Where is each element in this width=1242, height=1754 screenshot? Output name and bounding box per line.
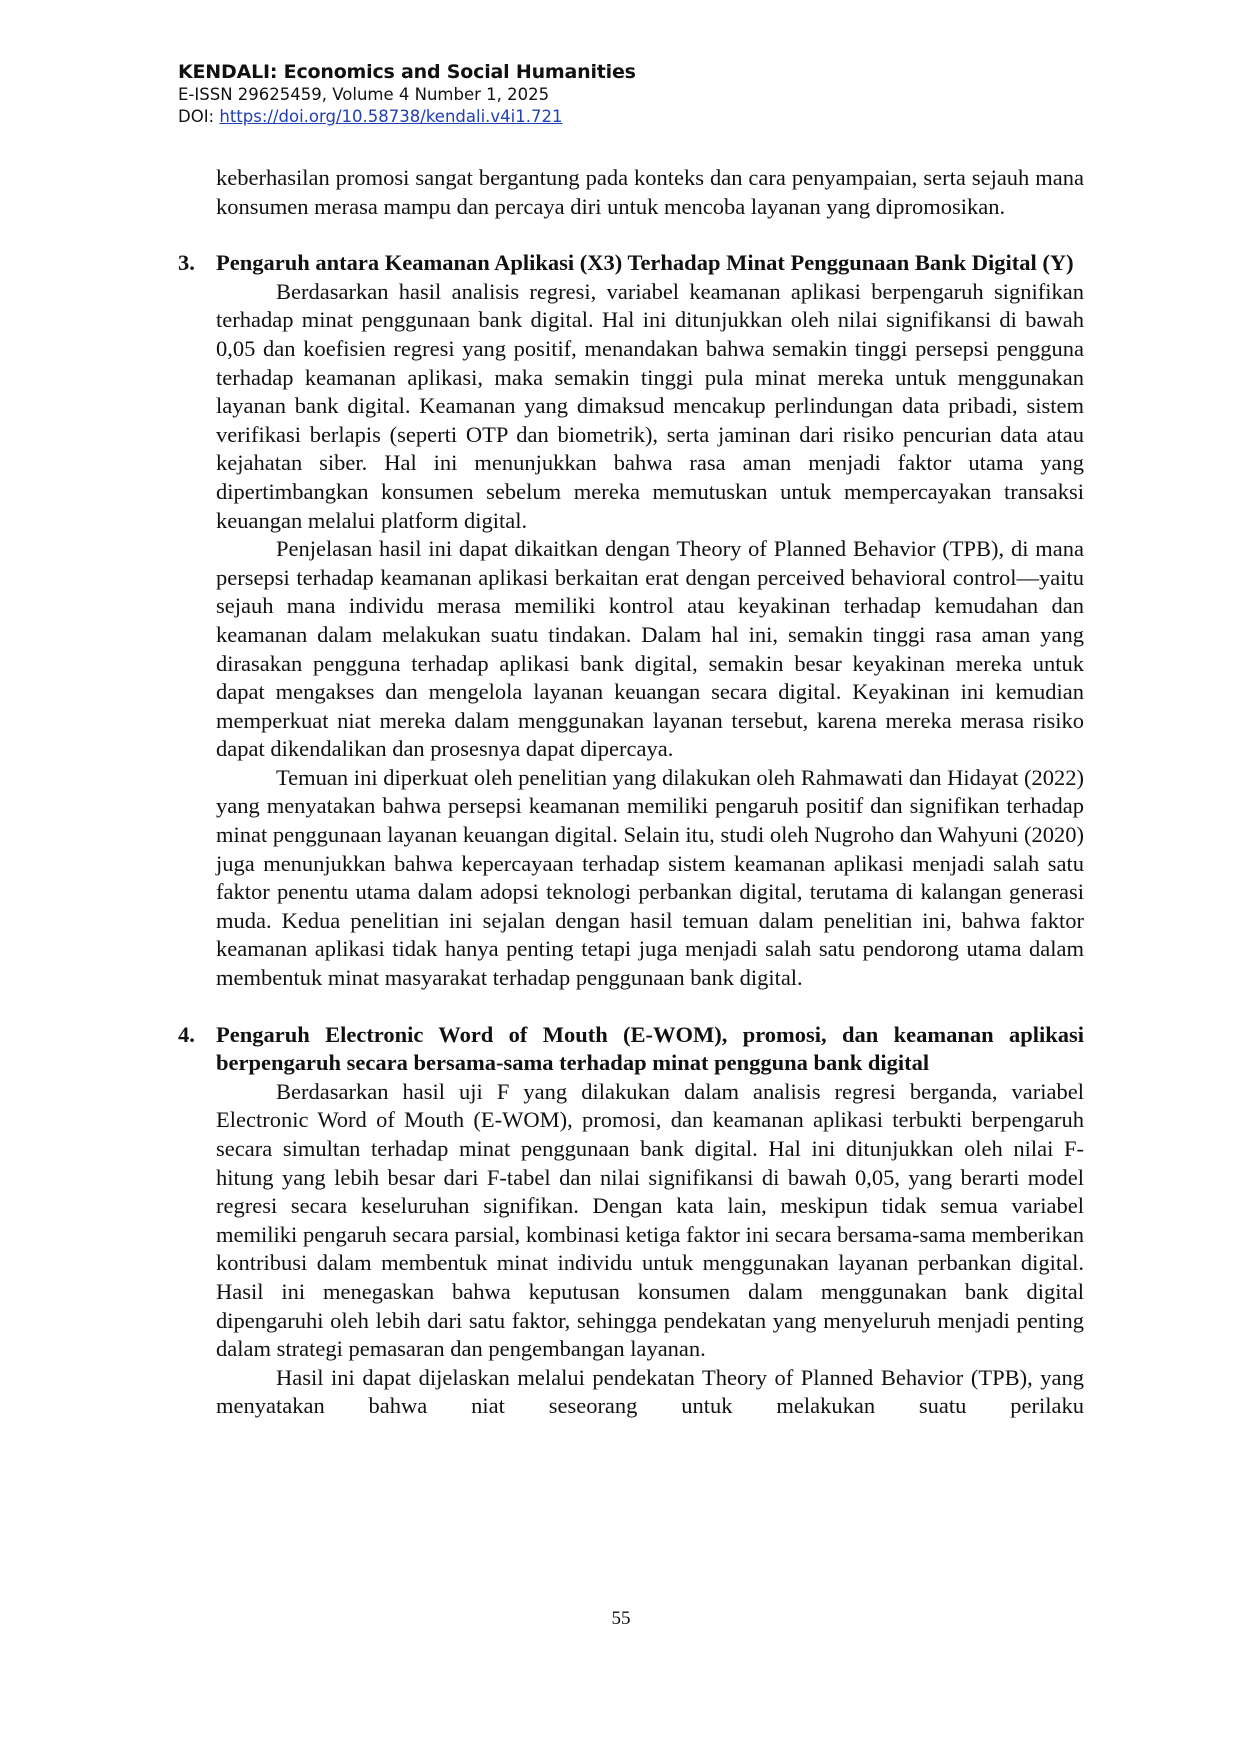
page-number: 55 bbox=[611, 1608, 631, 1629]
journal-title: KENDALI: Economics and Social Humanities bbox=[178, 61, 636, 83]
doi-label: DOI: bbox=[178, 107, 220, 126]
section-4-heading bbox=[178, 1021, 1084, 1078]
section-3-number: 3. bbox=[178, 250, 195, 276]
section-3-heading bbox=[178, 249, 1084, 278]
section-4-number: 4. bbox=[178, 1021, 195, 1047]
section-3-paragraph-1: Berdasarkan hasil analisis regresi, variabel keamanan aplikasi berpengaruh signifikan terhadap minat penggunaan bank digital. Hal ini ditunjukkan oleh nilai signifikansi di bawah 0,05 dan koefisien regresi yang positif, menandakan bahwa semakin tinggi persepsi pengguna terhadap keamanan aplikasi, maka semakin tinggi pula minat mereka untuk menggunakan layanan bank digital. Keamanan yang dimaksud mencakup perlindungan data pribadi, sistem verifikasi berlapis (seperti OTP dan biometrik), serta jaminan dari risiko pencurian data atau kejahatan siber. Hal ini menunjukkan bahwa rasa aman menjadi faktor utama yang dipertimbangkan konsumen sebelum mereka memutuskan untuk mempercayakan transaksi keuangan melalui platform digital. bbox=[216, 278, 1084, 533]
section-4-paragraph-1: Berdasarkan hasil uji F yang dilakukan dalam analisis regresi berganda, variabel Electronic Word of Mouth (E-WOM), promosi, dan keamanan aplikasi terbukti berpengaruh secara simultan terhadap minat penggunaan bank digital. Hal ini ditunjukkan oleh nilai F- hitung yang lebih besar dari F-tabel dan nilai signifikansi di bawah 0,05, yang berarti model regresi secara keseluruhan signifikan. Dengan kata lain, meskipun tidak semua variabel memiliki pengaruh secara parsial, kombinasi ketiga faktor ini secara bersama-sama memberikan kontribusi dalam membentuk minat individu untuk menggunakan layanan perbankan digital. Hasil ini menegaskan bahwa keputusan konsumen dalam menggunakan bank digital dipengaruhi oleh lebih dari satu faktor, sehingga pendekatan yang menyeluruh menjadi penting dalam strategi pemasaran dan pengembangan layanan. bbox=[216, 1078, 1084, 1362]
journal-header bbox=[178, 60, 636, 128]
section-3-paragraph-2: Penjelasan hasil ini dapat dikaitkan dengan Theory of Planned Behavior (TPB), di mana persepsi terhadap keamanan aplikasi berkaitan erat dengan perceived behavioral control—yaitu sejauh mana individu merasa memiliki kontrol atau keyakinan terhadap kemudahan dan keamanan dalam melakukan suatu tindakan. Dalam hal ini, semakin tinggi rasa aman yang dirasakan pengguna terhadap aplikasi bank digital, semakin besar keyakinan mereka untuk dapat mengakses dan mengelola layanan keuangan secara digital. Keyakinan ini kemudian memperkuat niat mereka dalam menggunakan layanan tersebut, karena mereka merasa risiko dapat dikendalikan dan prosesnya dapat dipercaya. bbox=[216, 536, 1084, 762]
section-3-title: Pengaruh antara Keamanan Aplikasi (X3) Terhadap Minat Penggunaan Bank Digital (Y) bbox=[216, 250, 1074, 276]
section-4-paragraph-2: Hasil ini dapat dijelaskan melalui pendekatan Theory of Planned Behavior (TPB), yang menyatakan bahwa niat seseorang untuk melakukan suatu perilaku bbox=[216, 1364, 1084, 1419]
doi-link[interactable]: https://doi.org/10.58738/kendali.v4i1.721 bbox=[219, 107, 563, 126]
article-body bbox=[178, 164, 1084, 1421]
issn-line: E-ISSN 29625459, Volume 4 Number 1, 2025 bbox=[178, 85, 550, 104]
doi-line bbox=[178, 106, 636, 128]
intro-paragraph: keberhasilan promosi sangat bergantung pada konteks dan cara penyampaian, serta sejauh mana konsumen merasa mampu dan percaya diri untuk mencoba layanan yang dipromosikan. bbox=[216, 165, 1084, 219]
section-4-title: Pengaruh Electronic Word of Mouth (E-WOM), promosi, dan keamanan aplikasi berpengaruh secara bersama-sama terhadap minat pengguna bank digital bbox=[216, 1021, 1084, 1076]
section-3-paragraph-3: Temuan ini diperkuat oleh penelitian yang dilakukan oleh Rahmawati dan Hidayat (2022) yang menyatakan bahwa persepsi keamanan memiliki pengaruh positif dan signifikan terhadap minat penggunaan layanan keuangan digital. Selain itu, studi oleh Nugroho dan Wahyuni (2020) juga menunjukkan bahwa kepercayaan terhadap sistem keamanan aplikasi menjadi salah satu faktor penentu utama dalam adopsi teknologi perbankan digital, terutama di kalangan generasi muda. Kedua penelitian ini sejalan dengan hasil temuan dalam penelitian ini, bahwa faktor keamanan aplikasi tidak hanya penting tetapi juga menjadi salah satu pendorong utama dalam membentuk minat masyarakat terhadap penggunaan bank digital. bbox=[216, 764, 1084, 991]
